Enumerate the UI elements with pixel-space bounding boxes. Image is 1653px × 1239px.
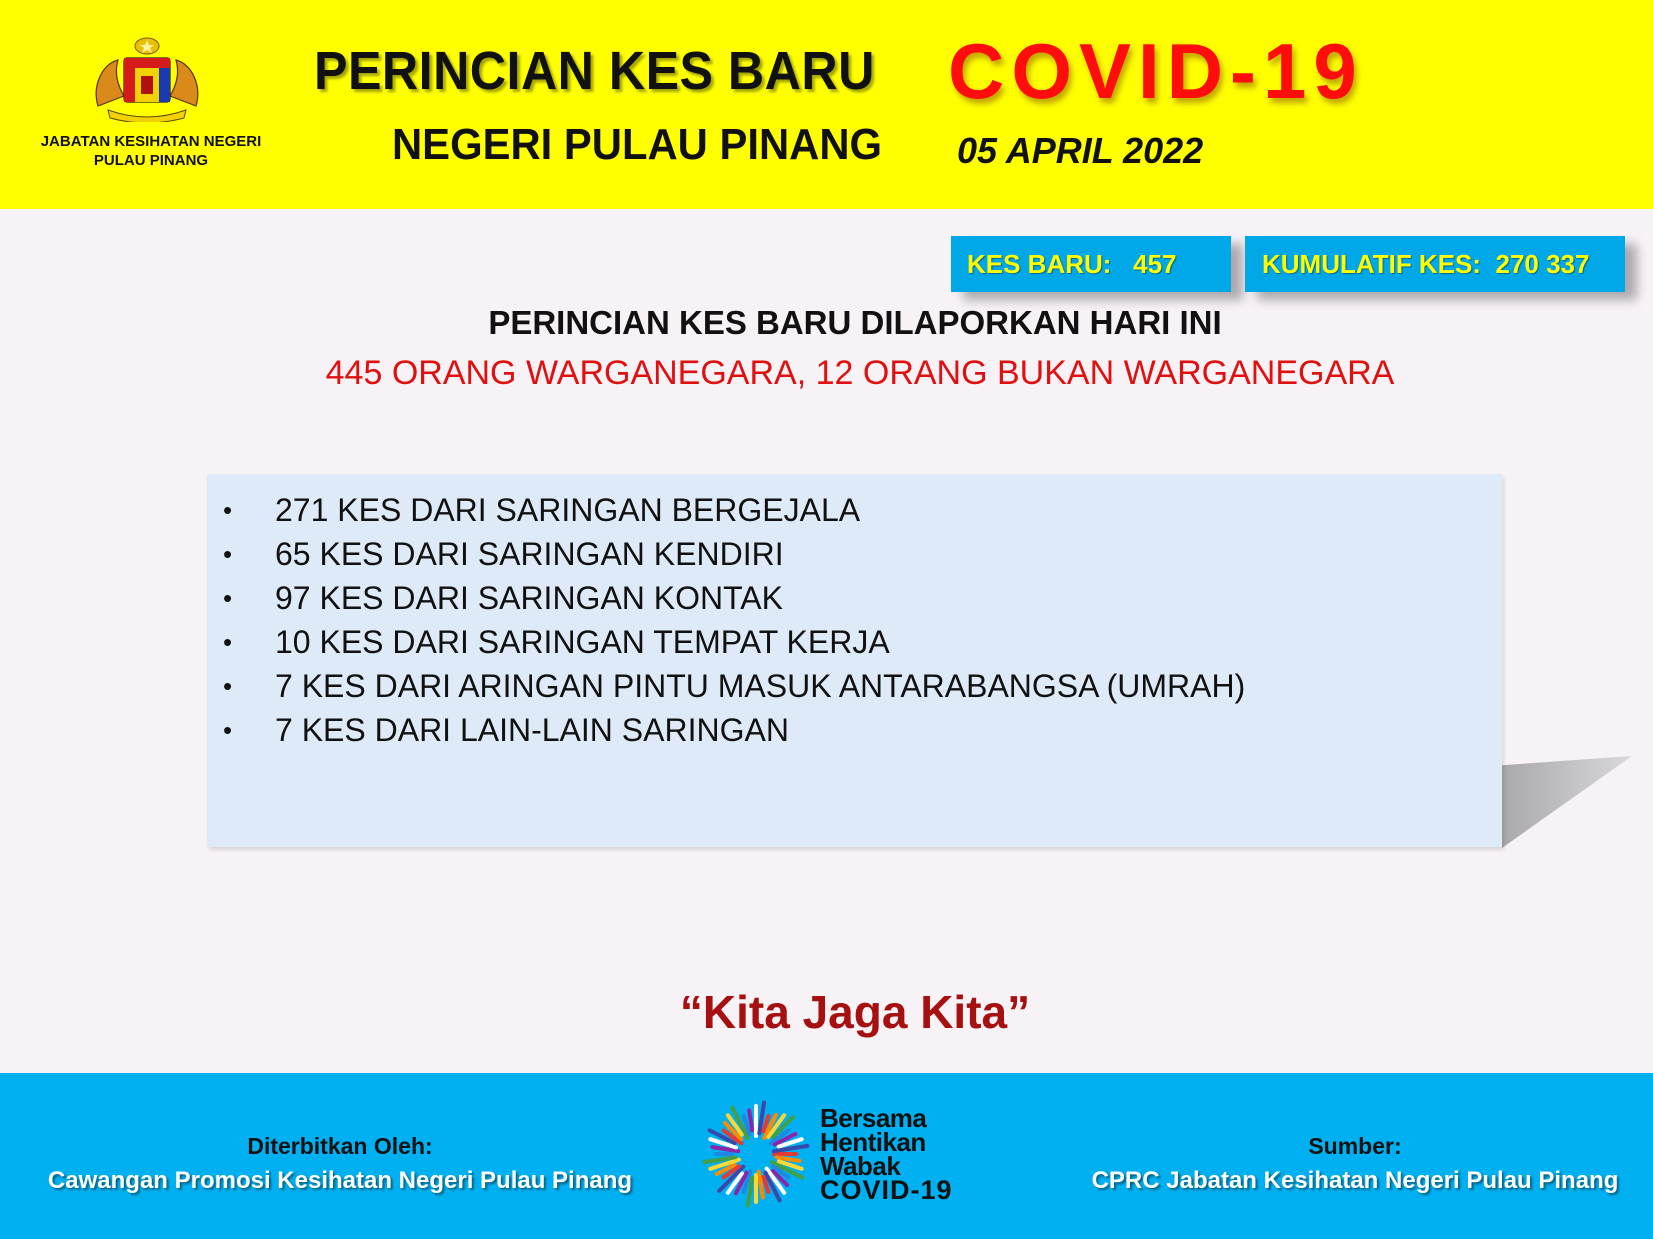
list-item	[207, 488, 1502, 532]
campaign-line-4: COVID-19	[820, 1175, 953, 1205]
department-line-2: PULAU PINANG	[93, 152, 209, 169]
bullet-icon: •	[223, 495, 233, 525]
list-item-text: 65 KES DARI SARINGAN KENDIRI	[275, 536, 784, 572]
list-item	[207, 532, 1502, 576]
new-cases-badge: KES BARU: 457	[951, 236, 1231, 292]
coat-of-arms-icon	[88, 36, 206, 122]
list-item-text: 7 KES DARI ARINGAN PINTU MASUK ANTARABANGSA (UMRAH)	[275, 668, 1246, 704]
department-name	[20, 132, 282, 170]
section-title: PERINCIAN KES BARU DILAPORKAN HARI INI	[488, 304, 1222, 341]
publisher-label: Diterbitkan Oleh:	[247, 1133, 433, 1159]
department-line-1: JABATAN KESIHATAN NEGERI	[40, 133, 262, 150]
publisher-name: Cawangan Promosi Kesihatan Negeri Pulau Pinang	[47, 1167, 633, 1194]
list-item	[207, 620, 1502, 664]
breakdown-list	[207, 474, 1502, 752]
page-title: PERINCIAN KES BARU	[314, 41, 875, 101]
campaign-text	[820, 1103, 953, 1205]
bullet-icon: •	[223, 627, 233, 657]
bullet-icon: •	[223, 583, 233, 613]
covid-title: COVID-19	[948, 27, 1364, 115]
list-item-text: 7 KES DARI LAIN-LAIN SARINGAN	[275, 712, 789, 748]
bullet-icon: •	[223, 539, 233, 569]
state-subtitle: NEGERI PULAU PINANG	[392, 120, 883, 169]
list-item-text: 271 KES DARI SARINGAN BERGEJALA	[275, 492, 861, 528]
source-label: Sumber:	[1308, 1133, 1402, 1159]
list-item	[207, 576, 1502, 620]
section-subtitle: 445 ORANG WARGANEGARA, 12 ORANG BUKAN WARGANEGARA	[325, 354, 1395, 392]
campaign-logo-icon	[700, 1098, 812, 1210]
header-banner	[0, 0, 1653, 209]
report-date: 05 APRIL 2022	[957, 130, 1204, 171]
list-item-text: 10 KES DARI SARINGAN TEMPAT KERJA	[275, 624, 890, 660]
cumulative-cases-badge: KUMULATIF KES: 270 337	[1245, 236, 1625, 292]
list-item	[207, 708, 1502, 752]
box-shadow	[1502, 756, 1632, 848]
slogan: “Kita Jaga Kita”	[679, 986, 1031, 1038]
campaign-line-2: Hentikan	[820, 1127, 926, 1157]
source-name: CPRC Jabatan Kesihatan Negeri Pulau Pinang	[1091, 1167, 1619, 1194]
list-item-text: 97 KES DARI SARINGAN KONTAK	[275, 580, 783, 616]
bullet-icon: •	[223, 715, 233, 745]
list-item	[207, 664, 1502, 708]
campaign-line-1: Bersama	[820, 1103, 927, 1133]
bullet-icon: •	[223, 671, 233, 701]
campaign-line-3: Wabak	[820, 1151, 901, 1181]
breakdown-box	[207, 474, 1502, 847]
burst-ray	[749, 1111, 752, 1131]
